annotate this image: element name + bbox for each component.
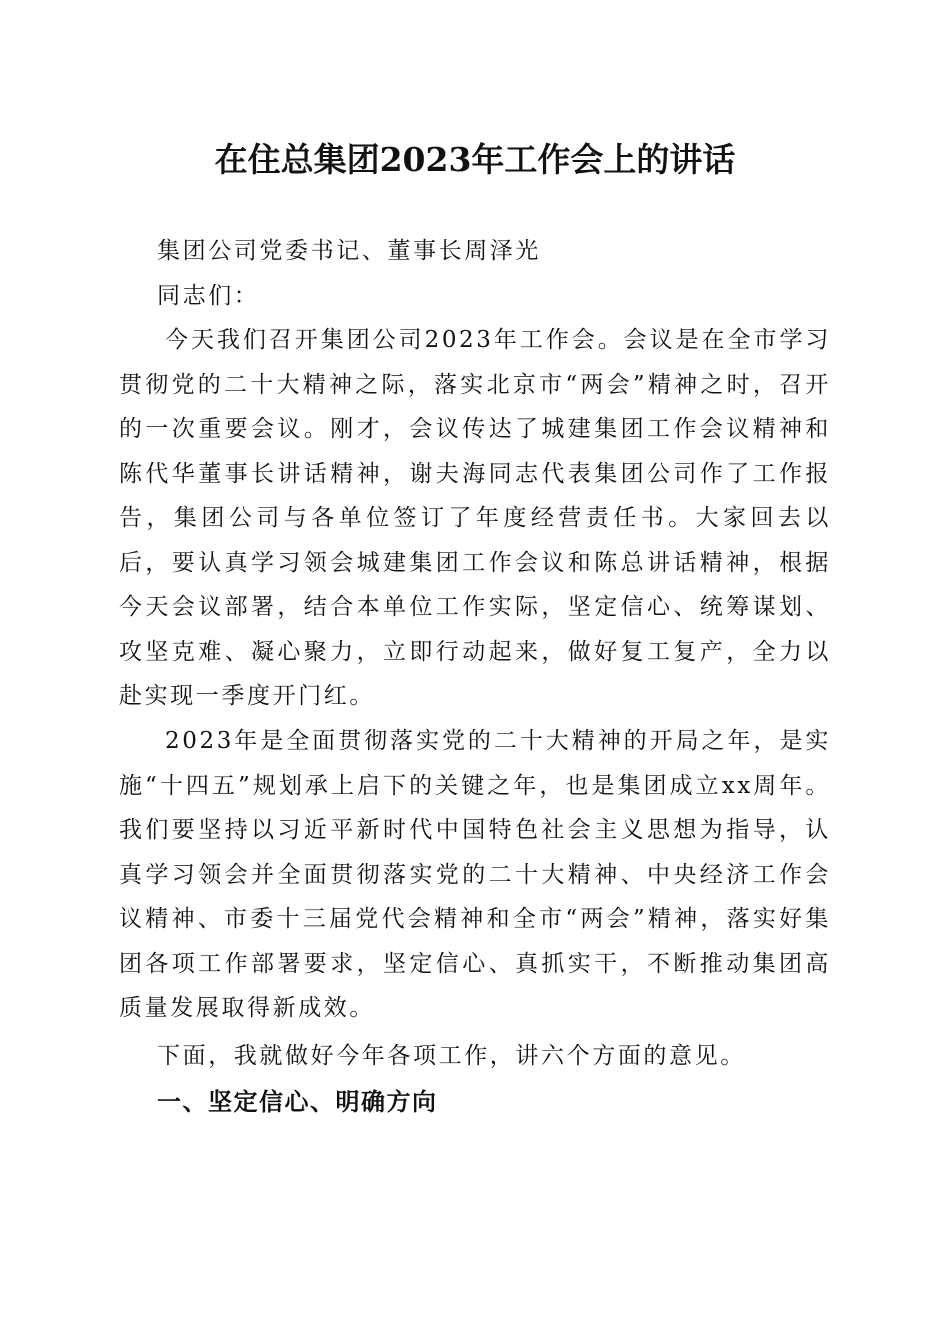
- speaker-line: 集团公司党委书记、董事长周泽光: [157, 238, 541, 264]
- section-heading: 一、坚定信心、明确方向: [157, 1088, 438, 1116]
- salutation: 同志们：: [157, 283, 260, 309]
- closing-line: 下面，我就做好今年各项工作，讲六个方面的意见。: [157, 1043, 746, 1069]
- body-paragraph-1-block: [119, 318, 831, 719]
- body-paragraph: 今天我们召开集团公司2023年工作会。会议是在全市学习贯彻党的二十大精神之际，落实北京市“两会”精神之时，召开的一次重要会议。刚才，会议传达了城建集团工作会议精神和陈代华董事长讲话精神，谢夫海同志代表集团公司作了工作报告，集团公司与各单位签订了年度经营责任书。大家回去以后，要认真学习领会城建集团工作会议和陈总讲话精神，根据今天会议部署，结合本单位工作实际，坚定信心、统筹谋划、攻坚克难、凝心聚力，立即行动起来，做好复工复产，全力以赴实现一季度开门红。: [119, 327, 831, 709]
- body-paragraph-2-block: [119, 719, 831, 1031]
- body-paragraph: 2023年是全面贯彻落实党的二十大精神的开局之年，是实施“十四五”规划承上启下的关键之年，也是集团成立xx周年。我们要坚持以习近平新时代中国特色社会主义思想为指导，认真学习领会并全面贯彻落实党的二十大精神、中央经济工作会议精神、市委十三届党代会精神和全市“两会”精神，落实好集团各项工作部署要求，坚定信心、真抓实干，不断推动集团高质量发展取得新成效。: [119, 728, 831, 1021]
- document-title: 在住总集团2023年工作会上的讲话: [214, 140, 736, 179]
